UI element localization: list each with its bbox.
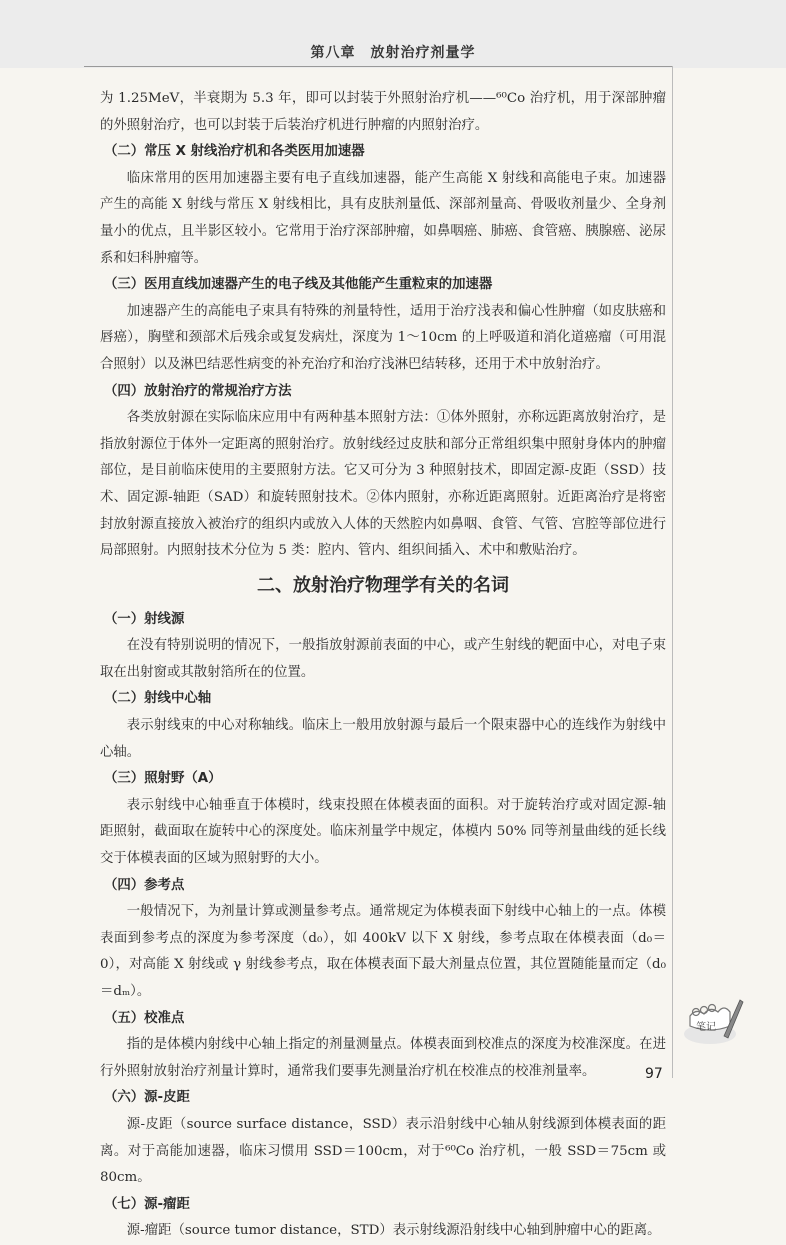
page-header (0, 0, 786, 68)
paragraph-central-axis: 表示射线束的中心对称轴线。临床上一般用放射源与最后一个限束器中心的连线作为射线中心轴。 (100, 718, 666, 760)
paragraph-accelerators: 临床常用的医用加速器主要有电子直线加速器，能产生高能 X 射线和高能电子束。加速器产生的高能 X 射线与常压 X 射线相比，具有皮肤剂量低、深部剂量高、骨吸收剂量少、全身剂量小的优点，且半影区较小。它常用于治疗深部肿瘤，如鼻咽癌、肺癌、食管癌、胰腺癌、泌尿系和妇科肿瘤等。 (100, 170, 666, 266)
heading-reference-point: （四）参考点 (104, 877, 185, 893)
heading-ray-source: （一）射线源 (104, 611, 185, 627)
chapter-title: 第八章 放射治疗剂量学 (310, 45, 476, 61)
margin-divider (672, 66, 673, 1078)
paragraph-ssd: 源-皮距（source surface distance，SSD）表示沿射线中心轴从射线源到体模表面的距离。对于高能加速器，临床习惯用 SSD＝100cm，对于⁶⁰Co 治疗机，一般 SSD＝75cm 或 80cm。 (100, 1116, 666, 1186)
paragraph-field: 表示射线中心轴垂直于体模时，线束投照在体模表面的面积。对于旋转治疗或对固定源-轴距照射，截面取在旋转中心的深度处。临床剂量学中规定，体模内 50% 同等剂量曲线的延长线交于体模表面的区域为照射野的大小。 (100, 797, 666, 867)
paragraph-ray-source: 在没有特别说明的情况下，一般指放射源前表面的中心，或产生射线的靶面中心，对电子束取在出射窗或其散射箔所在的位置。 (100, 638, 666, 680)
page-number: 97 (645, 1066, 663, 1082)
heading-accelerators: （二）常压 X 射线治疗机和各类医用加速器 (104, 144, 365, 160)
paragraph-reference-point: 一般情况下，为剂量计算或测量参考点。通常规定为体模表面下射线中心轴上的一点。体模表面到参考点的深度为参考深度（d₀），如 400kV 以下 X 射线，参考点取在体模表面（d₀＝0），对高能 X 射线或 γ 射线参考点，取在体模表面下最大剂量点位置，其位置随能量而定（d₀＝dₘ）。 (100, 904, 666, 999)
heading-central-axis: （二）射线中心轴 (104, 691, 212, 707)
heading-field: （三）照射野（A） (104, 771, 222, 787)
header-divider (84, 66, 672, 67)
paragraph-calibration-point: 指的是体模内射线中心轴上指定的剂量测量点。体模表面到校准点的深度为校准深度。在进行外照射放射治疗剂量计算时，通常我们要事先测量治疗机在校准点的校准剂量率。 (100, 1037, 666, 1079)
page-body (100, 86, 666, 1245)
paragraph-electron-beam: 加速器产生的高能电子束具有特殊的剂量特性，适用于治疗浅表和偏心性肿瘤（如皮肤癌和唇癌），胸壁和颈部术后残余或复发病灶，深度为 1～10cm 的上呼吸道和消化道癌瘤（可用混合照射）以及淋巴结恶性病变的补充治疗和治疗浅淋巴结转移，还用于术中放射治疗。 (100, 303, 666, 372)
heading-std: （七）源-瘤距 (104, 1196, 190, 1212)
heading-calibration-point: （五）校准点 (104, 1010, 185, 1026)
heading-routine-methods: （四）放射治疗的常规治疗方法 (104, 383, 292, 399)
heading-ssd: （六）源-皮距 (104, 1090, 190, 1106)
paragraph-continuation: 为 1.25MeV，半衰期为 5.3 年，即可以封装于外照射治疗机——⁶⁰Co 治疗机，用于深部肿瘤的外照射治疗，也可以封装于后装治疗机进行肿瘤的内照射治疗。 (100, 91, 666, 133)
paragraph-routine-methods: 各类放射源在实际临床应用中有两种基本照射方法：①体外照射，亦称远距离放射治疗，是指放射源位于体外一定距离的照射治疗。放射线经过皮肤和部分正常组织集中照射身体内的肿瘤部位，是目前临床使用的主要照射方法。它又可分为 3 种照射技术，即固定源-皮距（SSD）技术、固定源-轴距（SAD）和旋转照射技术。②体内照射，亦称近距离照射。近距离治疗是将密封放射源直接放入被治疗的组织内或放入人体的天然腔内如鼻咽、食管、气管、宫腔等部位进行局部照射。内照射技术分位为 5 类：腔内、管内、组织间插入、术中和敷贴治疗。 (100, 410, 666, 559)
paragraph-std: 源-瘤距（source tumor distance，STD）表示射线源沿射线中心轴到肿瘤中心的距离。 (126, 1223, 661, 1239)
section-title: 二、放射治疗物理学有关的名词 (257, 574, 509, 596)
notes-pen-icon (680, 990, 744, 1050)
notes-label: 笔记 (696, 1022, 716, 1033)
heading-electron-beam: （三）医用直线加速器产生的电子线及其他能产生重粒束的加速器 (104, 277, 493, 293)
